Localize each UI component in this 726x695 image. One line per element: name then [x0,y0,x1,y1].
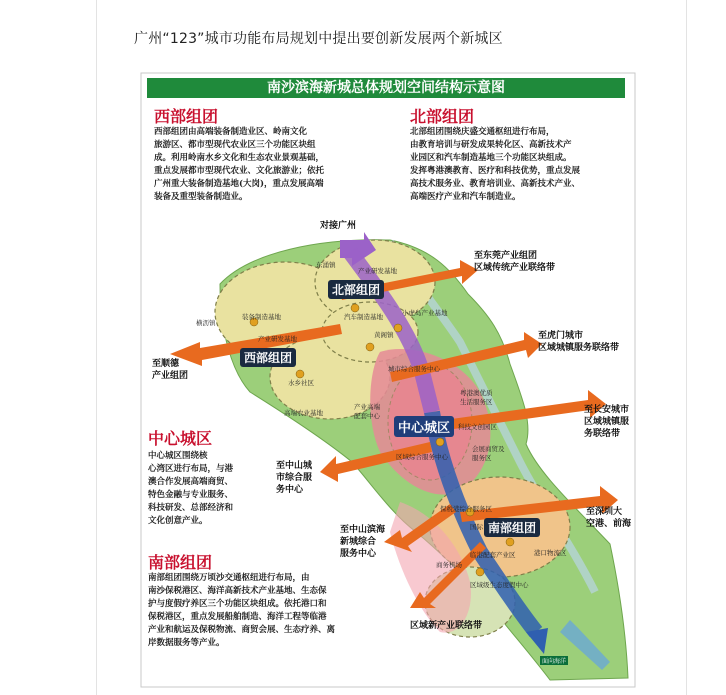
north-desc-line: 北部组团围绕庆盛交通枢纽进行布局， [410,127,555,137]
map-label-hengli: 横沥镇 [196,319,216,327]
map-label-north-cluster: 北部组团 [328,280,384,299]
north-zone-title: 北部组团 [410,107,475,126]
arrow-label-line: 市综合服 [276,473,313,483]
planning-map-figure [140,72,636,688]
map-label-huangge: 黄阁镇 [374,331,394,339]
west-zone-title: 西部组团 [154,107,219,126]
north-desc-line: 发挥粤港澳教育、医疗和科技优势，重点发展 [410,166,581,176]
west-desc-line: 装备及重型装备制造业。 [154,192,248,202]
map-label-eco: 区域级生态度假中心 [470,581,529,589]
arrow-label-shenzhen [586,506,631,530]
map-label-auto: 汽车制造基地 [344,313,383,321]
arrow-label-line: 至中山滨海 [340,525,386,535]
map-label-bonded: 保税港综合服务区 [440,505,492,513]
south-desc-line: 保税港区，重点发展船舶制造、海洋工程等临港 [148,612,327,622]
marker-6 [436,438,444,446]
south-desc-line: 南部组团围绕万顷沙交通枢纽进行布局，由 [148,573,310,583]
map-label-center-cluster: 中心城区 [394,416,454,437]
north-desc-line: 由教育培训与研发成果转化区、高新技术产 [410,140,572,150]
arrow-label-guangzhou: 对接广州 [320,221,357,231]
north-desc-line: 业园区和汽车制造基地三个功能区块组成。 [410,153,572,163]
map-label-guoji: 国际 [470,523,483,531]
west-desc-line: 成。利用岭南水乡文化和生态农业景观基础， [154,153,325,163]
arrow-label-line: 产业组团 [152,371,189,381]
north-desc-line: 高技术服务业、教育培训业、高新技术产业、 [410,179,581,189]
arrow-label-line: 服务中心 [340,549,377,559]
arrow-label-line: 区域传统产业联络带 [474,263,556,273]
map-label-industry-rd2: 产业研发基地 [258,335,297,343]
arrow-label-line: 至虎门城市 [538,331,584,341]
map-label-industry-rd: 产业研发基地 [358,267,397,275]
arrow-label-line: 区域城镇服务联络带 [538,343,620,353]
map-label-science: 科技文创园区 [458,423,497,431]
page-border-left [96,0,97,695]
west-desc-line: 广州重大装备制造基地(大岗)，重点发展高端 [154,179,324,189]
map-label-regional-center: 区域综合服务中心 [396,453,448,461]
page-border-right [686,0,687,695]
map-label-shuixiang: 水乡社区 [288,379,314,387]
arrow-label-line: 务中心 [276,485,304,495]
center-desc-line: 澳合作发展高端商贸、 [148,477,234,487]
map-label-dongyong: 东涌镇 [316,261,336,269]
south-zone-description [148,572,384,650]
arrow-label-new-industry: 区域新产业联络带 [410,621,483,631]
arrow-label-line: 空港、前海 [586,519,632,529]
map-label-city-center: 城市综合服务中心 [388,365,440,373]
arrow-label-shunde [152,358,188,382]
west-zone-description [154,126,382,204]
center-desc-line: 中心城区围绕核 [148,451,208,461]
arrow-label-changan [584,404,629,440]
map-label-ocean: 面向海洋 [542,658,567,665]
north-desc-line: 高端医疗产业和汽车制造业。 [410,192,521,202]
arrow-label-line: 至中山城 [276,461,313,471]
arrow-label-dongguan [474,250,555,274]
map-label-xiaohu: 小虎岛产业基地 [402,309,448,317]
north-zone-description [410,126,632,204]
south-zone-title: 南部组团 [148,553,213,572]
south-desc-line: 产业和航运及保税物流、商贸会展、生态疗养、离 [148,625,336,635]
marker-8 [506,538,514,546]
arrow-label-line: 务联络带 [584,429,621,439]
center-desc-line: 心湾区进行布局，与港 [148,464,234,474]
map-label-clinic: 临港配套产业区 [470,551,516,559]
center-desc-line: 文化创意产业。 [148,516,208,526]
marker-5 [394,324,402,332]
center-zone-description [148,450,276,528]
arrow-label-line: 至深圳大 [586,507,623,517]
map-banner-title: 南沙滨海新城总体规划空间结构示意图 [147,78,625,98]
arrow-label-line: 至顺德 [152,359,180,369]
arrow-label-zhongshan [276,460,312,496]
map-label-equipment: 装备制造基地 [242,313,281,321]
map-label-business: 商务机场 [436,561,462,569]
arrow-label-zhongshan-coast [340,524,385,560]
south-desc-line: 岸数据服务等产业。 [148,638,225,648]
map-label-exhibition: 会展商贸及 服务区 [472,445,505,462]
map-label-west-cluster: 西部组团 [240,348,296,367]
south-desc-line: 南沙保税港区、海洋高新技术产业基地、生态保 [148,586,327,596]
arrow-label-line: 区域城镇服 [584,417,630,427]
arrow-label-line: 至长安城市 [584,405,630,415]
center-desc-line: 特色金融与专业服务、 [148,490,234,500]
map-label-south-cluster: 南部组团 [484,518,540,537]
map-label-port: 港口物流区 [534,549,567,557]
west-desc-line: 重点发展都市型现代农业、文化旅游业；依托 [154,166,325,176]
west-desc-line: 旅游区、都市型现代农业区三个功能区块组 [154,140,316,150]
marker-4 [366,343,374,351]
marker-2 [296,370,304,378]
map-label-cultural: 粤港澳优质 生活服务区 [460,389,493,406]
article-headline: 广州“123”城市功能布局规划中提出要创新发展两个新城区 [134,31,503,47]
arrow-label-line: 新城综合 [340,537,377,547]
center-zone-title: 中心城区 [148,429,213,448]
map-label-industry-center: 产业高端 配套中心 [354,403,380,420]
map-label-high-agri: 高端农业基地 [284,409,323,417]
center-desc-line: 科技研发、总部经济和 [148,503,234,513]
west-desc-line: 西部组团由高端装备制造业区、岭南文化 [154,127,308,137]
arrow-label-line: 至东莞产业组团 [474,251,538,261]
south-desc-line: 护与度假疗养区三个功能区块组成。依托港口和 [148,599,327,609]
marker-3 [351,304,359,312]
marker-9 [476,568,484,576]
arrow-label-humen [538,330,619,354]
